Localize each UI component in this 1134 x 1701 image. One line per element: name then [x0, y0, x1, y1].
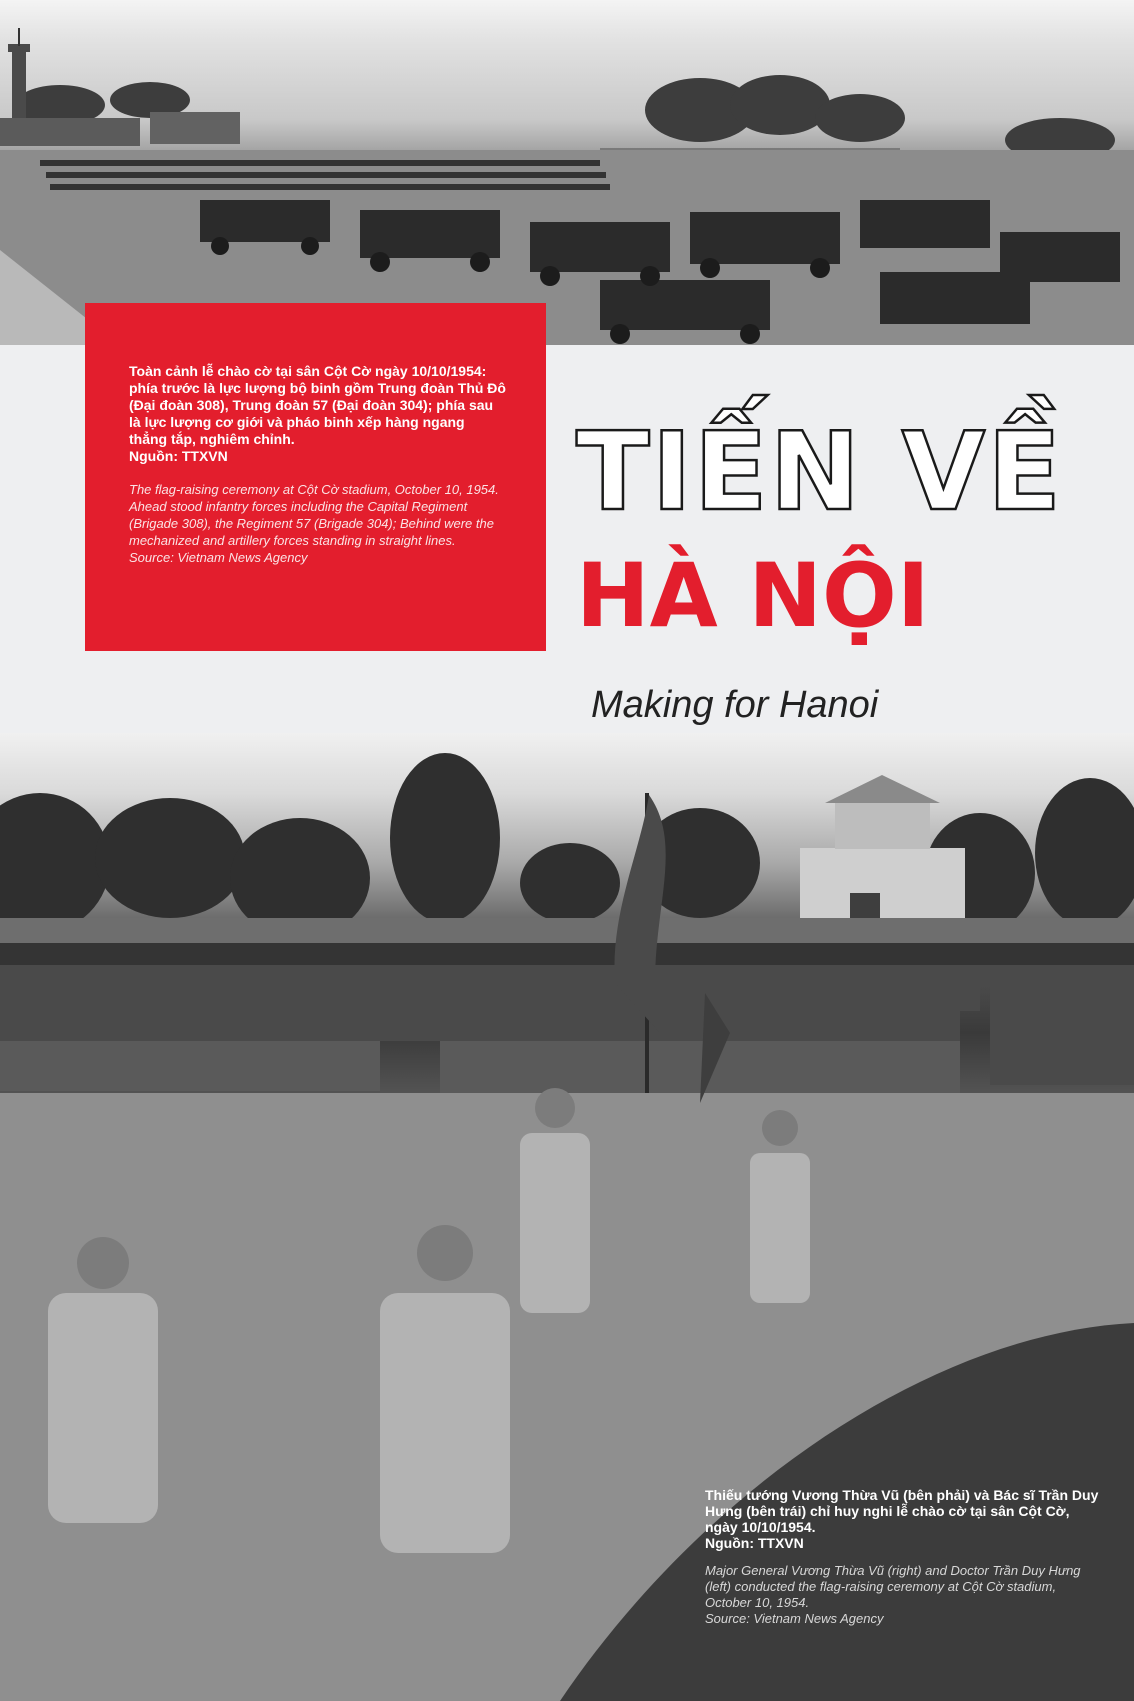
title-line-2: HÀ NỘI — [576, 544, 930, 647]
caption-english-bottom: Major General Vương Thừa Vũ (right) and Doctor Trần Duy Hưng (left) conducted the flag-raising ceremony at Cột Cờ stadium, October 10, 1954. — [705, 1563, 1081, 1610]
caption-source-vietnamese: Nguồn: TTXVN — [129, 448, 228, 464]
bottom-photo-caption — [705, 1487, 1105, 1627]
top-photo-caption — [85, 303, 546, 651]
caption-english: The flag-raising ceremony at Cột Cờ stadium, October 10, 1954. Ahead stood infantry forces including the Capital Regiment (Brigade 308), the Regiment 57 (Brigade 304); Behind were the mechanized and artillery forces standing in straight lines. — [129, 482, 499, 548]
caption-source-vietnamese-bottom: Nguồn: TTXVN — [705, 1535, 804, 1551]
caption-source-english-bottom: Source: Vietnam News Agency — [705, 1611, 884, 1626]
subtitle-english: Making for Hanoi — [591, 684, 879, 726]
parade-panorama-illustration — [0, 0, 1134, 345]
title-line-1: TIẾN VỀ — [576, 410, 1063, 535]
caption-source-english: Source: Vietnam News Agency — [129, 550, 308, 565]
caption-vietnamese-bottom: Thiếu tướng Vương Thừa Vũ (bên phải) và Bác sĩ Trần Duy Hưng (bên trái) chỉ huy nghi lễ chào cờ tại sân Cột Cờ, ngày 10/10/1954. — [705, 1487, 1099, 1535]
parade-panorama-photo — [0, 0, 1134, 345]
caption-vietnamese: Toàn cảnh lễ chào cờ tại sân Cột Cờ ngày 10/10/1954: phía trước là lực lượng bộ binh gồm Trung đoàn Thủ Đô (Đại đoàn 308), Trung đoàn 57 (Đại đoàn 304); phía sau là lực lượng cơ giới và pháo binh xếp hàng ngang thẳng tắp, nghiêm chỉnh. — [129, 363, 506, 447]
